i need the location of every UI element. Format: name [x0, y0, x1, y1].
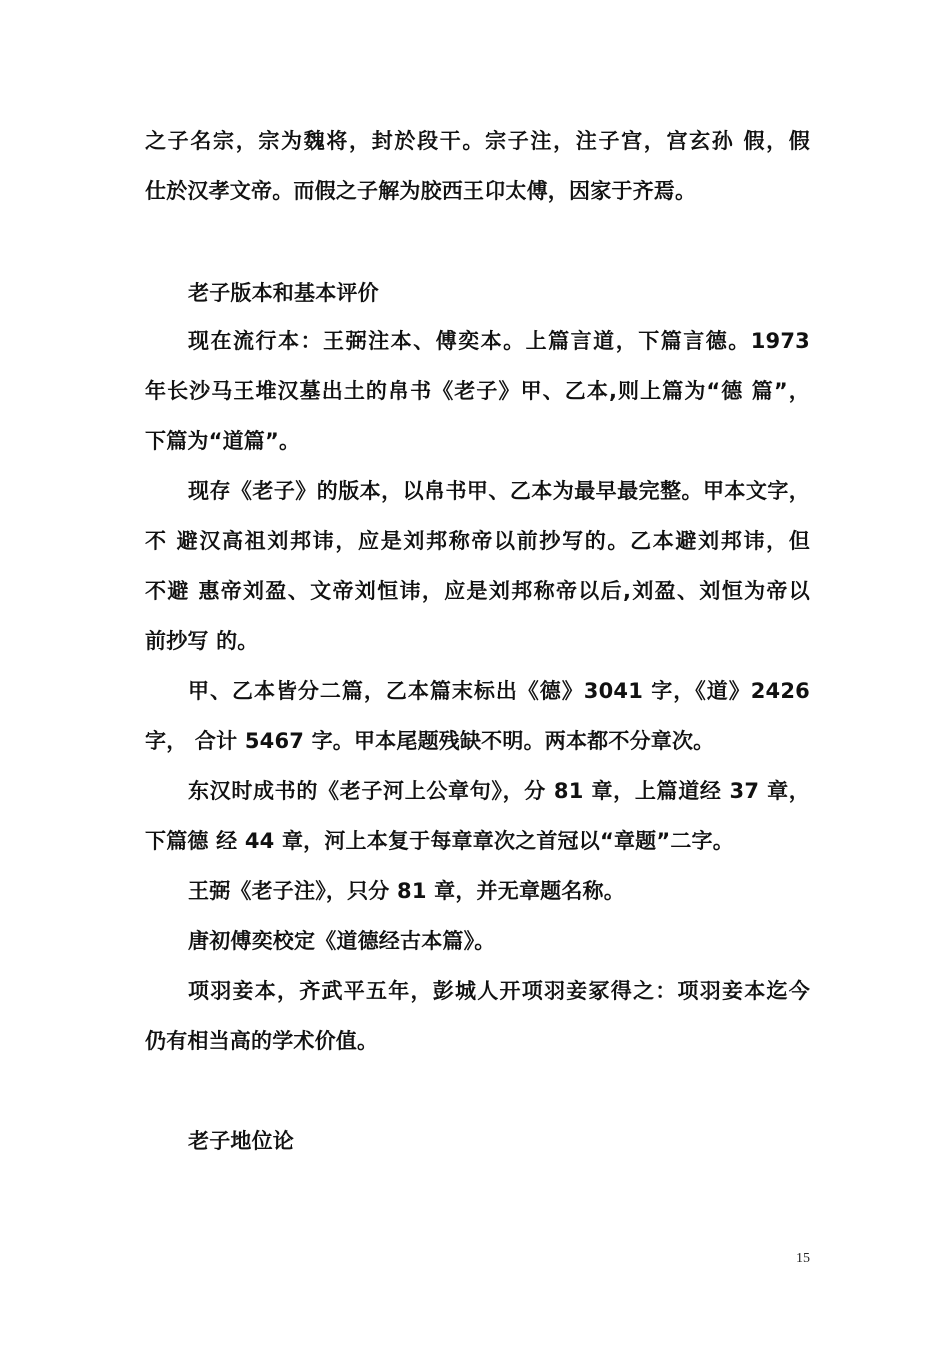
- section-heading: 老子版本和基本评价: [188, 281, 379, 305]
- paragraph-line: 王弼《老子注》，只分 81 章，并无章题名称。: [188, 879, 625, 903]
- paragraph-line: 仍有相当高的学术价值。: [145, 1029, 379, 1053]
- paragraph-line: 现存《老子》的版本，以帛书甲、乙本为最早最完整。甲本文字，: [188, 479, 810, 503]
- paragraph-line: 下篇为“道篇”。: [145, 429, 301, 453]
- paragraph-line: 东汉时成书的《老子河上公章句》，分 81 章，上篇道经 37 章，: [188, 779, 810, 803]
- paragraph-line: 项羽妾本，齐武平五年，彭城人开项羽妾冢得之：项羽妾本迄今: [188, 979, 810, 1003]
- paragraph-line: 仕於汉孝文帝。而假之子解为胶西王卬太傅，因家于齐焉。: [145, 179, 697, 203]
- paragraph-line: 不 避汉高祖刘邦讳，应是刘邦称帝以前抄写的。乙本避刘邦讳，但: [145, 529, 810, 553]
- paragraph-line: 年长沙马王堆汉墓出土的帛书《老子》甲、乙本,则上篇为“德 篇”，: [145, 379, 810, 403]
- paragraph-line: 下篇德 经 44 章，河上本复于每章章次之首冠以“章题”二字。: [145, 829, 734, 853]
- paragraph-line: 之子名宗，宗为魏将，封於段干。宗子注，注子宫，宫玄孙 假，假: [145, 129, 810, 153]
- paragraph-line: 甲、乙本皆分二篇，乙本篇末标出《德》3041 字，《道》2426: [188, 679, 810, 703]
- page-number: 15: [796, 1251, 810, 1266]
- paragraph-line: 不避 惠帝刘盈、文帝刘恒讳，应是刘邦称帝以后,刘盈、刘恒为帝以: [145, 579, 810, 603]
- section-heading: 老子地位论: [188, 1129, 294, 1153]
- paragraph-line: 前抄写 的。: [145, 629, 259, 653]
- paragraph-line: 现在流行本：王弼注本、傅奕本。上篇言道，下篇言德。1973: [188, 329, 810, 353]
- paragraph-line: 字， 合计 5467 字。甲本尾题残缺不明。两本都不分章次。: [145, 729, 715, 753]
- paragraph-line: 唐初傅奕校定《道德经古本篇》。: [188, 929, 496, 953]
